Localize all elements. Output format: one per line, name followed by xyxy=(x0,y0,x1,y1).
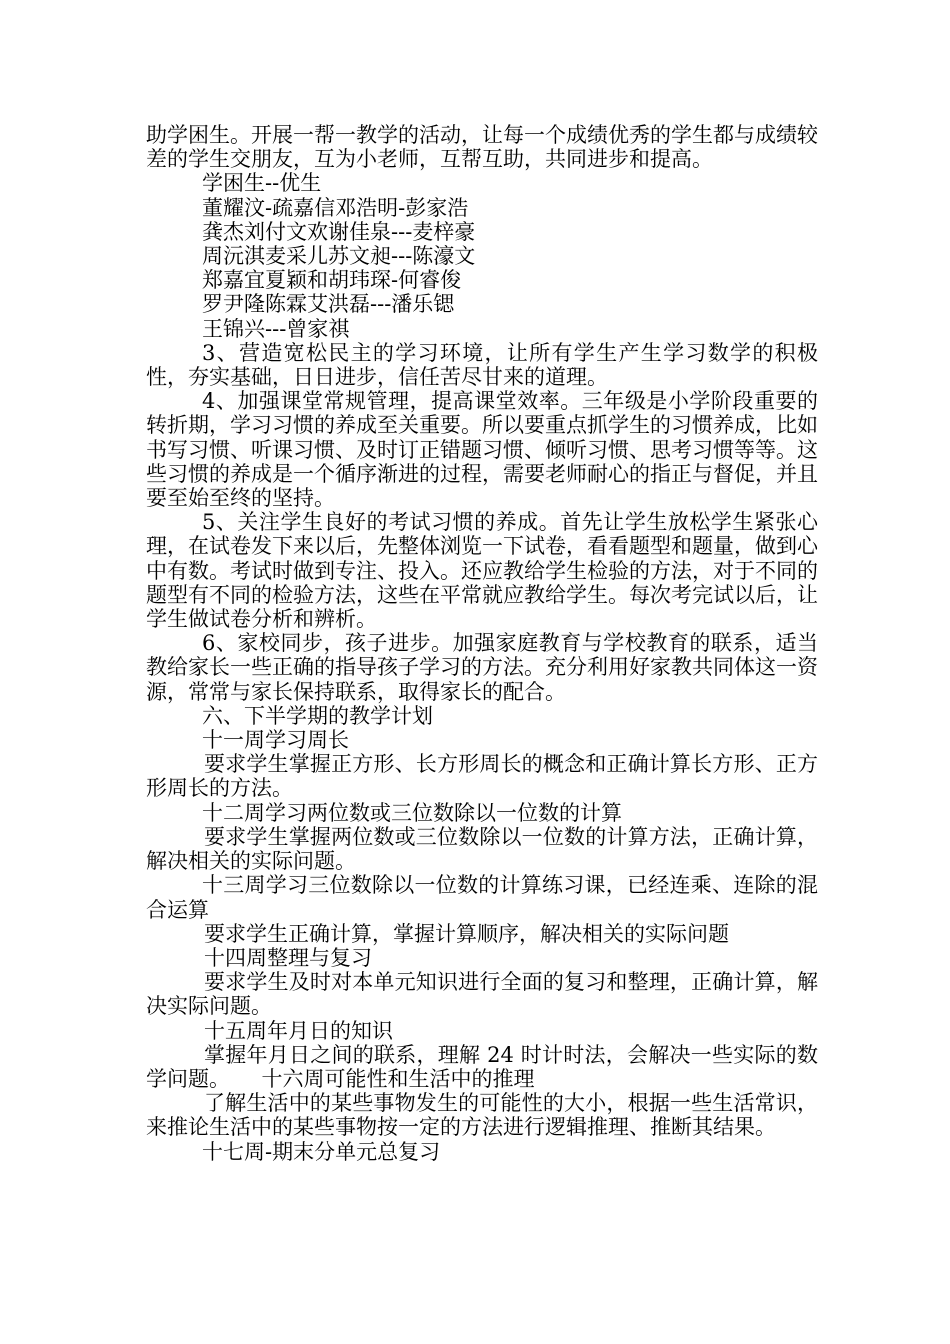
week-11-heading: 十一周学习周长 xyxy=(202,728,349,753)
paragraph-item-3: 3、营造宽松民主的学习环境，让所有学生产生学习数学的积极性，夯实基础，日日进步，信任苦尽甘来的道理。 xyxy=(146,340,818,390)
paragraph-item-6: 6、家校同步，孩子进步。加强家庭教育与学校教育的联系，适当教给家长一些正确的指导孩子学习的方法。充分利用好家教共同体这一资源，常常与家长保持联系，取得家长的配合。 xyxy=(146,631,818,704)
paragraph-item-5: 5、关注学生良好的考试习惯的养成。首先让学生放松学生紧张心理，在试卷发下来以后，先整体浏览一下试卷，看看题型和题量，做到心中有数。考试时做到专注、投入。还应教给学生检验的方法，对于不同的题型有不同的检验方法，这些在平常就应教给学生。每次考完试以后，让学生做试卷分析和辨析。 xyxy=(146,510,818,632)
week-17-heading: 十七周-期末分单元总复习 xyxy=(202,1139,441,1164)
pairing-line-6: 王锦兴---曾家祺 xyxy=(202,316,350,341)
section-heading-6: 六、下半学期的教学计划 xyxy=(202,703,433,728)
paragraph-peer-help: 助学困生。开展一帮一教学的活动，让每一个成绩优秀的学生都与成绩较差的学生交朋友，互为小老师，互帮互助，共同进步和提高。 xyxy=(146,123,818,172)
document-body xyxy=(146,123,818,1164)
week-13-detail: 要求学生正确计算，掌握计算顺序，解决相关的实际问题 xyxy=(204,921,729,946)
week-12-detail: 要求学生掌握两位数或三位数除以一位数的计算方法，正确计算，解决相关的实际问题。 xyxy=(146,824,818,874)
pairing-line-4: 郑嘉宜夏颖和胡玮琛-何睿俊 xyxy=(202,268,462,293)
week-11-detail: 要求学生掌握正方形、长方形周长的概念和正确计算长方形、正方形周长的方法。 xyxy=(146,752,818,801)
week-14-heading: 十四周整理与复习 xyxy=(204,945,372,970)
pairing-heading: 学困生--优生 xyxy=(202,171,322,196)
pairing-line-5: 罗尹隆陈霖艾洪磊---潘乐锶 xyxy=(202,292,455,317)
week-15-detail: 掌握年月日之间的联系，理解 24 时计时法，会解决一些实际的数学问题。 十六周可能性和生活中的推理 xyxy=(146,1042,818,1091)
pairing-line-1: 董耀汶-疏嘉信邓浩明-彭家浩 xyxy=(202,195,469,220)
week-13-heading: 十三周学习三位数除以一位数的计算练习课，已经连乘、连除的混合运算 xyxy=(146,873,818,922)
week-14-detail: 要求学生及时对本单元知识进行全面的复习和整理，正确计算，解决实际问题。 xyxy=(146,970,818,1019)
week-12-heading: 十二周学习两位数或三位数除以一位数的计算 xyxy=(202,800,622,825)
week-15-heading: 十五周年月日的知识 xyxy=(204,1018,393,1043)
pairing-line-3: 周沅淇麦采儿苏文昶---陈濠文 xyxy=(202,244,476,269)
week-16-detail: 了解生活中的某些事物发生的可能性的大小，根据一些生活常识，来推论生活中的某些事物按一定的方法进行逻辑推理、推断其结果。 xyxy=(146,1091,818,1140)
pairing-line-2: 龚杰刘付文欢谢佳泉---麦梓豪 xyxy=(202,219,476,244)
paragraph-item-4: 4、加强课堂常规管理，提高课堂效率。三年级是小学阶段重要的转折期，学习习惯的养成至关重要。所以要重点抓学生的习惯养成，比如书写习惯、听课习惯、及时订正错题习惯、倾听习惯、思考习惯等等。这些习惯的养成是一个循序渐进的过程，需要老师耐心的指正与督促，并且要至始至终的坚持。 xyxy=(146,389,818,511)
